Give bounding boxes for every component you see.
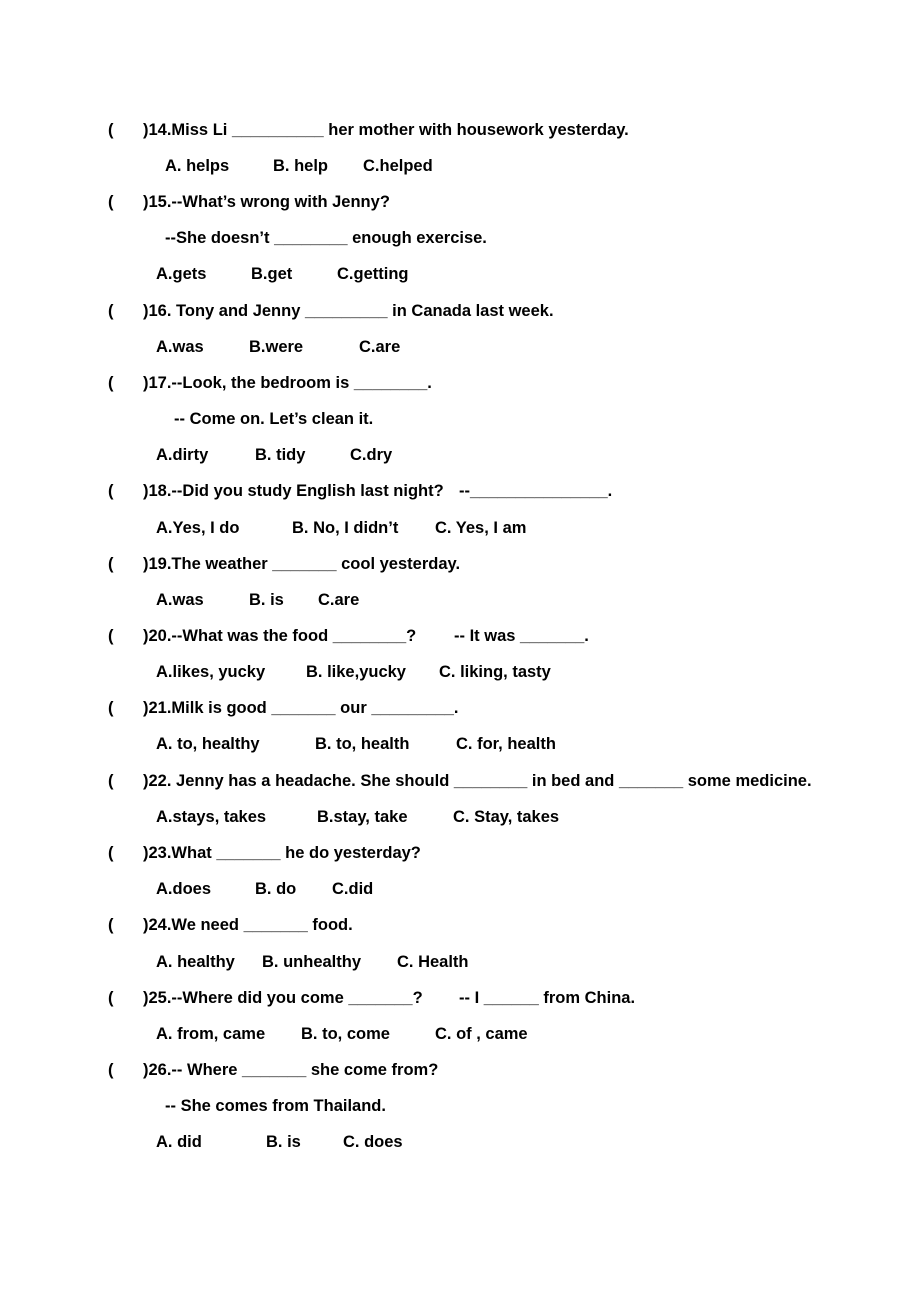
option-a: A.likes, yucky (156, 663, 266, 681)
answer-paren: ( (108, 699, 114, 717)
option-b: B. like,yucky (306, 663, 406, 681)
option-a: A.was (156, 591, 204, 609)
option-c: C. Yes, I am (435, 519, 527, 537)
option-b: B.get (251, 265, 293, 283)
answer-paren: ( (108, 772, 114, 790)
option-b: B.were (249, 338, 304, 356)
option-b: B. is (249, 591, 284, 609)
question-20-answer: -- It was _______. (454, 627, 589, 645)
question-15-line-2: --She doesn’t ________ enough exercise. (165, 229, 487, 247)
option-b: B. unhealthy (262, 953, 362, 971)
option-a: A.stays, takes (156, 808, 267, 826)
option-a: A.dirty (156, 446, 209, 464)
option-b: B. do (255, 880, 297, 898)
option-c: C. Health (397, 953, 469, 971)
question-25-answer: -- I ______ from China. (459, 989, 636, 1007)
question-20: )20.--What was the food ________? (143, 627, 417, 645)
option-a: A. did (156, 1133, 202, 1151)
question-25: )25.--Where did you come _______? (143, 989, 423, 1007)
question-18-answer: --_______________. (459, 482, 613, 500)
answer-paren: ( (108, 193, 114, 211)
question-17-line-2: -- Come on. Let’s clean it. (174, 410, 374, 428)
question-21: )21.Milk is good _______ our _________. (143, 699, 459, 717)
option-c: C.did (332, 880, 374, 898)
option-a: A. from, came (156, 1025, 266, 1043)
answer-paren: ( (108, 302, 114, 320)
option-c: C. liking, tasty (439, 663, 551, 681)
answer-paren: ( (108, 374, 114, 392)
option-b: B. No, I didn’t (292, 519, 399, 537)
question-14: )14.Miss Li __________ her mother with housework yesterday. (143, 121, 629, 139)
option-c: C. does (343, 1133, 403, 1151)
option-c: C. of , came (435, 1025, 528, 1043)
answer-paren: ( (108, 1061, 114, 1079)
option-c: C.are (359, 338, 401, 356)
question-26-line-2: -- She comes from Thailand. (165, 1097, 386, 1115)
question-18: )18.--Did you study English last night? (143, 482, 444, 500)
answer-paren: ( (108, 482, 114, 500)
option-b: B. is (266, 1133, 301, 1151)
question-15: )15.--What’s wrong with Jenny? (143, 193, 390, 211)
question-22: )22. Jenny has a headache. She should ________ in bed and _______ some medicine. (143, 772, 812, 790)
option-c: C.are (318, 591, 360, 609)
option-c: C. for, health (456, 735, 556, 753)
option-b: B. to, health (315, 735, 410, 753)
option-a: A. to, healthy (156, 735, 260, 753)
option-c: C.helped (363, 157, 433, 175)
question-23: )23.What _______ he do yesterday? (143, 844, 421, 862)
answer-paren: ( (108, 555, 114, 573)
option-a: A.does (156, 880, 212, 898)
option-b: B. to, come (301, 1025, 390, 1043)
option-c: C.getting (337, 265, 409, 283)
option-c: C.dry (350, 446, 393, 464)
option-b: B. help (273, 157, 329, 175)
answer-paren: ( (108, 989, 114, 1007)
option-c: C. Stay, takes (453, 808, 560, 826)
answer-paren: ( (108, 627, 114, 645)
answer-paren: ( (108, 916, 114, 934)
question-19: )19.The weather _______ cool yesterday. (143, 555, 461, 573)
question-26: )26.-- Where _______ she come from? (143, 1061, 439, 1079)
option-a: A.Yes, I do (156, 519, 240, 537)
option-a: A.was (156, 338, 204, 356)
answer-paren: ( (108, 844, 114, 862)
option-a: A. healthy (156, 953, 235, 971)
question-24: )24.We need _______ food. (143, 916, 353, 934)
option-b: B. tidy (255, 446, 306, 464)
option-a: A. helps (165, 157, 230, 175)
question-16: )16. Tony and Jenny _________ in Canada last week. (143, 302, 554, 320)
option-a: A.gets (156, 265, 207, 283)
question-17: )17.--Look, the bedroom is ________. (143, 374, 432, 392)
answer-paren: ( (108, 121, 114, 139)
option-b: B.stay, take (317, 808, 408, 826)
